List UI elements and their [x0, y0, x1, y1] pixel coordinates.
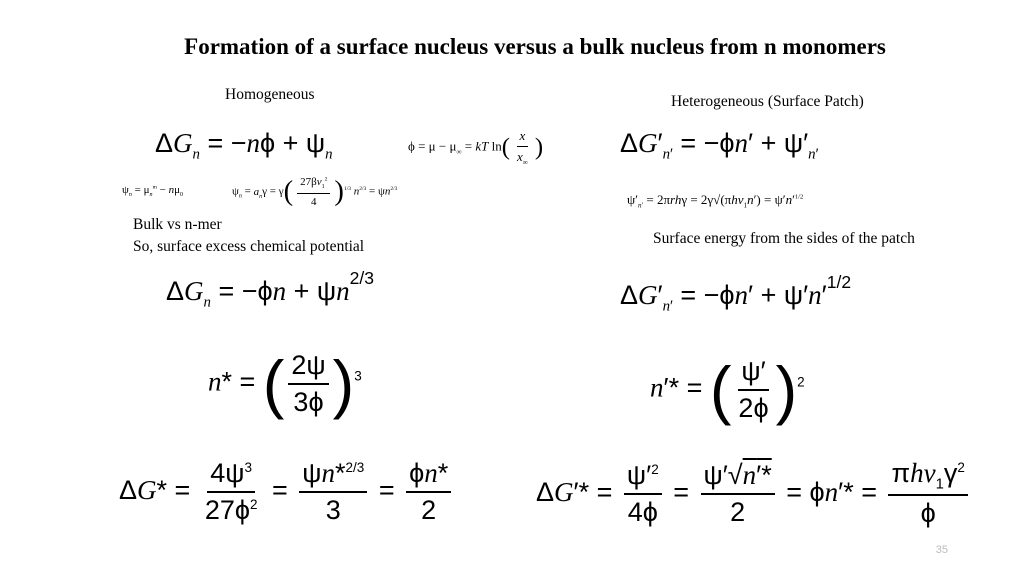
equation-psi-prime-definition: $\psi'_{n'} = 2\pi rh\gamma = 2\gamma√(\pi hv_1n') = \psi'n'^{1/2}$ [627, 192, 804, 210]
equation-psi-n-surface: $\psi_n = a_n\gamma = \gamma$( $\frac{27\beta v_1^2}{4}$ )$^{1/3}$ $n^{2/3} = \psi n^{2/3}$ [232, 176, 398, 208]
heterogeneous-label: Heterogeneous (Surface Patch) [671, 93, 864, 110]
equation-phi-definition: $\phi = \mu - \mu_\infty$ = kT ln( $\frac{x}{x_\infty}$ ) [408, 128, 544, 167]
bulk-vs-nmer-label: Bulk vs n-mer [133, 216, 222, 233]
equation-delta-g-prime-half: $\Delta G'_{n'} = -\phi n' + \psi'n'^{1/2}$ [620, 272, 852, 315]
equation-delta-g-star-homogeneous: ΔG* = $\frac{4\psi^3}{27\phi^2}$ = $\frac{\psi n*^{2/3}}{3}$ = $\frac{\phi n*}{2}$ [119, 458, 455, 526]
equation-n-prime-star: n′* = ( $\frac{\psi'}{2\phi}$ )$^2$ [650, 353, 805, 426]
equation-psi-n-definition: $\psi_n = \mu_n^m - n\mu_0$ [122, 184, 183, 199]
homogeneous-label: Homogeneous [225, 86, 315, 103]
equation-delta-g-prime-star: ΔG′* = $\frac{\psi'^2}{4\phi}$ = $\frac{\psi'√n'*}{2}$ = ϕn′* = $\frac{\pi hv_1\gamma^2}{\phi}$ [536, 458, 972, 529]
surface-excess-label: So, surface excess chemical potential [133, 238, 365, 255]
equation-n-star-homogeneous: n* = ( $\frac{2\psi}{3\phi}$ )$^3$ [208, 347, 362, 420]
slide-title: Formation of a surface nucleus versus a bulk nucleus from n monomers [184, 34, 886, 59]
equation-delta-g-prime-heterogeneous: $\Delta G'_{n'} = -\phi n' + \psi'_{n'}$ [620, 128, 819, 163]
sides-energy-label: Surface energy from the sides of the patch [653, 230, 915, 247]
equation-delta-g-homogeneous: $\Delta G_n = -n\phi + \psi_n$ [155, 128, 333, 163]
equation-delta-g-n-two-thirds: $\Delta G_n = -\phi n + \psi n^{2/3}$ [166, 268, 375, 311]
page-number: 35 [935, 544, 948, 556]
